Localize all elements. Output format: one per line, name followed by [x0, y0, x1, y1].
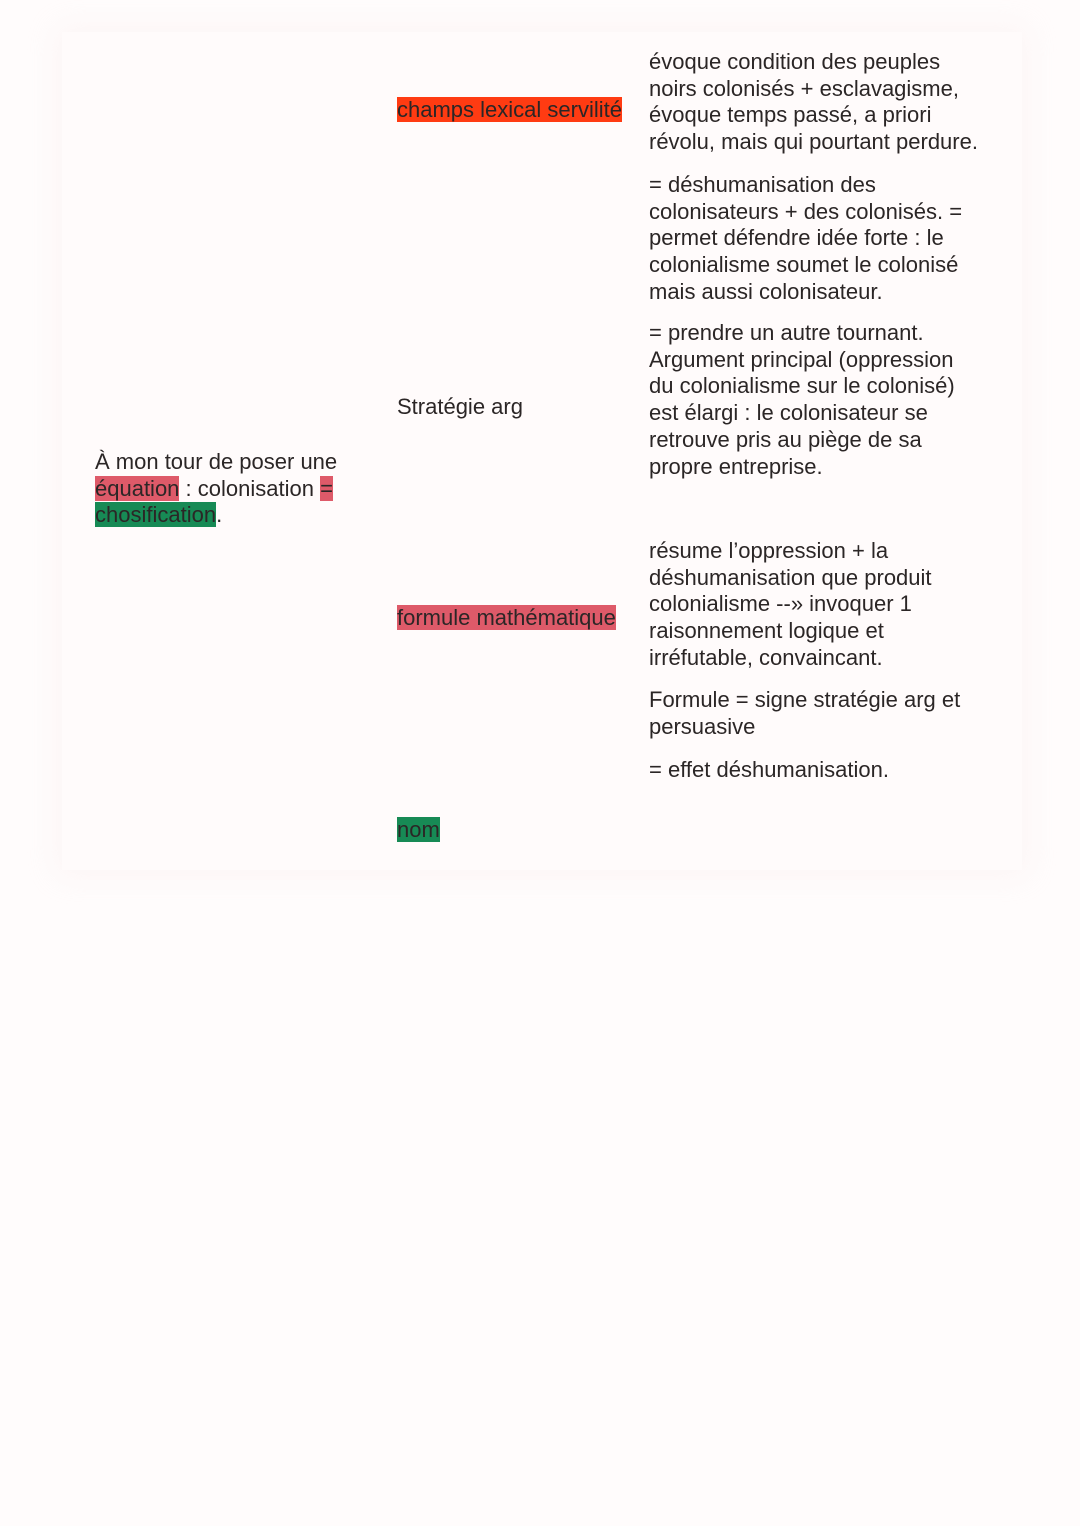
quote-period: . — [216, 502, 223, 528]
highlight-formule: formule mathématique — [397, 605, 616, 630]
note-line: du colonialisme sur le colonisé) — [649, 373, 955, 399]
note-line: colonisateurs + des colonisés. = — [649, 198, 963, 224]
note-line: est élargi : le colonisateur se — [649, 400, 928, 426]
note-servilite — [649, 49, 978, 156]
note-line: permet défendre idée forte : le — [649, 225, 944, 251]
note-line: Formule = signe stratégie arg et — [649, 687, 961, 712]
note-line: persuasive — [649, 713, 756, 739]
note-line: révolu, mais qui pourtant perdure. — [649, 129, 978, 155]
highlight-equation: équation — [95, 475, 180, 501]
note-line: colonialisme soumet le colonisé — [649, 252, 959, 278]
note-line: raisonnement logique et — [649, 618, 884, 644]
label-strategie-arg: Stratégie arg — [397, 394, 523, 419]
note-line: = effet déshumanisation. — [649, 757, 889, 782]
note-line: résume l’oppression + la — [649, 538, 889, 563]
quote-line-1: À mon tour de poser une — [95, 449, 338, 474]
note-tournant — [649, 320, 955, 480]
quote-mid-text: : colonisation — [179, 475, 321, 501]
note-line: retrouve pris au piège de sa — [649, 426, 922, 452]
label-champs-lexical — [397, 97, 622, 124]
note-line: irréfutable, convaincant. — [649, 644, 883, 670]
note-line: évoque temps passé, a priori — [649, 102, 932, 128]
note-line: = déshumanisation des — [649, 172, 876, 197]
note-line: propre entreprise. — [649, 453, 823, 479]
highlight-nom: nom — [397, 817, 440, 842]
highlight-chosification: chosification — [95, 502, 217, 528]
label-nom — [397, 817, 440, 844]
label-formule-mathematique — [397, 605, 616, 632]
note-line: = prendre un autre tournant. — [649, 320, 924, 345]
quote-text — [95, 449, 337, 529]
note-line: Argument principal (oppression — [649, 346, 954, 372]
note-formule — [649, 687, 960, 740]
note-line: mais aussi colonisateur. — [649, 278, 883, 304]
note-line: déshumanisation que produit — [649, 564, 932, 590]
note-line: évoque condition des peuples — [649, 49, 941, 74]
note-deshumanisation — [649, 172, 962, 306]
highlight-champs-lexical: champs lexical servilité — [397, 97, 622, 122]
note-effet — [649, 757, 889, 784]
note-line: colonialisme --» invoquer 1 — [649, 591, 912, 617]
note-line: noirs colonisés + esclavagisme, — [649, 75, 959, 101]
highlight-equals: = — [320, 475, 333, 501]
note-oppression — [649, 538, 932, 672]
